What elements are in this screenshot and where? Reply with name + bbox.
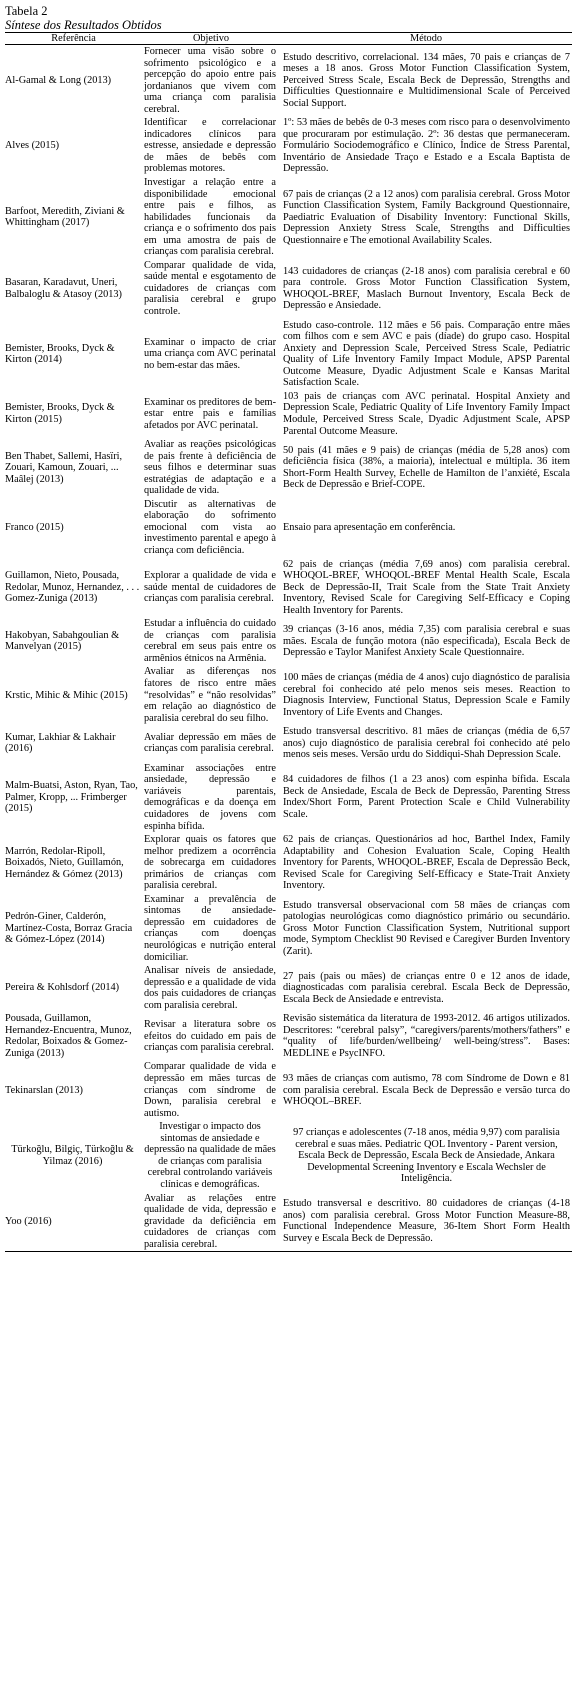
method-cell: Ensaio para apresentação em conferência. xyxy=(283,521,456,533)
method-cell: 103 pais de crianças com AVC perinatal. Hospital Anxiety and Depression Scale, Pediatric Quality of Life Inventory Family Impact Module, Perceived Stress Scale, Dyadic Adjustment Scale, APSP Parental Outcome Measure. xyxy=(283,390,570,437)
table-row xyxy=(5,762,572,833)
objective-cell: Explorar quais os fatores que melhor predizem a ocorrência de sobrecarga em cuidadores primários de crianças com paralisia cerebral. xyxy=(144,834,276,892)
header-objetivo: Objetivo xyxy=(142,33,280,45)
table-row xyxy=(5,1012,572,1060)
table-row xyxy=(5,1060,572,1120)
method-cell: 50 pais (41 mães e 9 pais) de crianças (média de 5,28 anos) com deficiência física (38%, a maioria), intelectual e múltipla. 36 item Short-Form Health Survey, Echelle de Hamilton de l’anxiété, Escala Beck de Depressão e Brief-COPE. xyxy=(283,444,570,491)
method-cell: 93 mães de crianças com autismo, 78 com Síndrome de Down e 81 com paralisia cerebral. Escala Beck de Depressão e versão turca do WHOQOL–BREF. xyxy=(283,1073,570,1108)
table-body xyxy=(5,45,572,1252)
reference-cell: Pedrón-Giner, Calderón, Martínez-Costa, Borraz Gracia & Gómez-López (2014) xyxy=(5,911,133,946)
objective-cell: Estudar a influência do cuidado de crianças com paralisia cerebral em seus pais entre os armênios étnicos na Armênia. xyxy=(144,618,276,664)
reference-cell: Basaran, Karadavut, Uneri, Balbaloglu & Atasoy (2013) xyxy=(5,277,122,300)
reference-cell: Al-Gamal & Long (2013) xyxy=(5,74,112,86)
reference-cell: Tekinarslan (2013) xyxy=(5,1084,83,1096)
objective-cell: Avaliar as diferenças nos fatores de risco entre mães “resolvidas” e “não resolvidas” em relação ao diagnóstico de paralisia cerebral do seu filho. xyxy=(144,666,276,724)
reference-cell: Ben Thabet, Sallemi, Hasïri, Zouari, Kamoun, Zouari, ... Maâlej (2013) xyxy=(5,450,123,485)
reference-cell: Guillamon, Nieto, Pousada, Redolar, Munoz, Hernandez, . . . Gomez-Zuniga (2013) xyxy=(5,570,140,605)
reference-cell: Pousada, Guillamon, Hernandez-Encuentra, Munoz, Redolar, Boixados & Gomez-Zuniga (2013) xyxy=(5,1013,132,1059)
objective-cell: Avaliar depressão em mães de crianças com paralisia cerebral. xyxy=(144,731,276,755)
header-referencia: Referência xyxy=(5,33,142,45)
reference-cell: Franco (2015) xyxy=(5,521,64,533)
method-cell: 97 crianças e adolescentes (7-18 anos, média 9,97) com paralisia cerebral e suas mães. Pediatric QOL Inventory - Parent version, Escala Beck de Depressão, Escala Beck de Ansiedade, Ankara Developmental Screening Inventory e Escala Wechsler de Inteligência. xyxy=(293,1126,560,1185)
table-header-row xyxy=(5,33,572,45)
objective-cell: Comparar qualidade de vida e depressão em mães turcas de crianças com síndrome de Down, paralisia cerebral e autismo. xyxy=(144,1061,276,1119)
table-row xyxy=(5,833,572,893)
method-cell: Estudo descritivo, correlacional. 134 mães, 70 pais e crianças de 7 meses a 18 anos. Gross Motor Function Classification System, Perceived Stress Scale, Escala Beck de Depressão, Strengths and Difficulties Questionnaire e Multidimensional Scale of Perceived Social Support. xyxy=(283,51,570,109)
table-title: Síntese dos Resultados Obtidos xyxy=(5,18,162,32)
header-metodo: Método xyxy=(280,33,572,45)
table-row xyxy=(5,45,572,117)
method-cell: 100 mães de crianças (média de 4 anos) cujo diagnóstico de paralisia cerebral foi conhecido até pelo menos seis meses. Reaction to Diagnosis Interview, Functional Status, Depression Scale e Family Inventory of Life Events and Changes. xyxy=(283,672,570,718)
table-row xyxy=(5,390,572,438)
objective-cell: Explorar a qualidade de vida e saúde mental de cuidadores de crianças com paralisia cerebral. xyxy=(144,570,276,605)
table-row xyxy=(5,1192,572,1252)
objective-cell: Avaliar as relações entre qualidade de vida, depressão e gravidade da deficiência em cuidadores de crianças com paralisia cerebral. xyxy=(142,1192,280,1252)
method-cell: Estudo transversal e descritivo. 80 cuidadores de crianças (4-18 anos) com paralisia cerebral. Gross Motor Function Measure-88, Functional Independence Measure, 36-Item Short Form Health Survey e Escala Beck de Depressão. xyxy=(280,1192,572,1252)
table-row xyxy=(5,319,572,390)
method-cell: Revisão sistemática da literatura de 1993-2012. 46 artigos utilizados. Descritores: “cerebral palsy”, “caregivers/parents/mothers/fathers” e “quality of life/burden/wellbeing/ well-being/stress”. Bases: MEDLINE e PsycINFO. xyxy=(283,1013,570,1059)
table-row xyxy=(5,725,572,762)
method-cell: 62 pais de crianças. Questionários ad hoc, Barthel Index, Family Adaptability and Cohesion Evaluation Scale, Coping Health Inventory for Parents, WHOQOL-BREF, Escala de Depressão Beck, Revised Scale for Caregiving Self-Efficacy e State-Trait Anxiety Inventory. xyxy=(283,834,570,892)
table-row xyxy=(5,893,572,964)
reference-cell: Kumar, Lakhiar & Lakhair (2016) xyxy=(5,731,116,755)
reference-cell: Krstic, Mihic & Mihic (2015) xyxy=(5,689,128,701)
objective-cell: Fornecer uma visão sobre o sofrimento psicológico e a percepção do apoio entre pais jordanianos que vivem com uma criança com paralisia cerebral. xyxy=(144,46,276,115)
objective-cell: Comparar qualidade de vida, saúde mental e esgotamento de cuidadores de crianças com paralisia cerebral e grupo controle. xyxy=(144,259,276,318)
results-table xyxy=(5,32,572,1252)
method-cell: 84 cuidadores de filhos (1 a 23 anos) com espinha bífida. Escala Beck de Ansiedade, Escala de Beck de Depressão, Parenting Stress Index/Short Form, Parent Protection Scale e Child Vulnerability Scale. xyxy=(283,774,570,820)
table-label: Tabela 2 xyxy=(5,4,48,18)
reference-cell: Bemister, Brooks, Dyck & Kirton (2014) xyxy=(5,342,115,366)
objective-cell: Discutir as alternativas de elaboração do sofrimento emocional com vista ao investimento parental e apego à criança com deficiência. xyxy=(144,498,276,556)
objective-cell: Investigar o impacto dos sintomas de ansiedade e depressão na qualidade de mães de crianças com paralisia cerebral controlando variáveis clínicas e demográficas. xyxy=(144,1121,276,1190)
method-cell: 27 pais (pais ou mães) de crianças entre 0 e 12 anos de idade, diagnosticadas com paralisia cerebral. Escala Beck de Depressão, Escala Beck de Ansiedade e entrevista. xyxy=(283,970,570,1005)
table-row xyxy=(5,617,572,665)
objective-cell: Examinar os preditores de bem-estar entre pais e famílias afetados por AVC perinatal. xyxy=(144,396,276,431)
method-cell: 143 cuidadores de crianças (2-18 anos) com paralisia cerebral e 60 para controle. Gross Motor Function Classification System, WHOQOL-BREF, Maslach Burnout Inventory, Escala Beck de Depressão e Ansiedade. xyxy=(283,265,570,312)
reference-cell: Hakobyan, Sabahgoulian & Manvelyan (2015) xyxy=(5,629,120,653)
method-cell: 62 pais de crianças (média 7,69 anos) com paralisia cerebral. WHOQOL-BREF, WHOQOL-BREF Mental Health Scale, Escala Beck de Depressão-II, Trait Scale from the State Trait Anxiety Inventory, Revised Scale for Caregiving Self-Efficacy e Coping Health Inventory for Parents. xyxy=(283,558,570,616)
method-cell: Estudo transversal descritivo. 81 mães de crianças (média de 6,57 anos) cujo diagnóstico de paralisia cerebral foi conhecido até pelo menos seis meses. Versão urdu do Siddiqui-Shah Depression Scale. xyxy=(283,726,570,761)
objective-cell: Avaliar as reações psicológicas de pais frente à deficiência de seus filhos e determinar suas estratégias de adaptação e a qualidade de vida. xyxy=(144,439,276,497)
objective-cell: Examinar o impacto de criar uma criança com AVC perinatal no bem-estar das mães. xyxy=(144,336,276,371)
table-row xyxy=(5,176,572,259)
objective-cell: Investigar a relação entre a disponibilidade emocional entre pais e filhos, as habilidades funcionais da criança e o sofrimento dos pais em uma amostra de pais de crianças com paralisia cerebral. xyxy=(144,177,276,258)
objective-cell: Revisar a literatura sobre os efeitos do cuidado em pais de crianças com paralisia cerebral. xyxy=(144,1019,276,1054)
table-row xyxy=(5,438,572,498)
table-row xyxy=(5,498,572,558)
table-row xyxy=(5,964,572,1012)
table-caption xyxy=(5,4,572,32)
method-cell: Estudo caso-controle. 112 mães e 56 pais. Comparação entre mães com filhos com e sem AVC e pais (díade) do grupo caso. Hospital Anxiety and Depression Scale, Perceived Stress Scale, Pediatric Quality of Life Inventory Family Impact Module, APSP Parental Outcome Measure, Dyadic Adjustment Scale e Kansas Marital Satisfaction Scale. xyxy=(283,319,570,389)
method-cell: 39 crianças (3-16 anos, média 7,35) com paralisia cerebral e suas mães. Escala de função motora (não especificada), Escala Beck de Depressão e Taylor Manifest Anxiety Scale Questionnaire. xyxy=(283,624,570,659)
objective-cell: Examinar associações entre ansiedade, depressão e variáveis parentais, demográficas e da doença em cuidadores de jovens com espinha bífida. xyxy=(144,762,276,832)
objective-cell: Identificar e correlacionar indicadores clínicos para estresse, ansiedade e depressão de mães de bebês com problemas motores. xyxy=(144,117,276,175)
reference-cell: Marrón, Redolar-Ripoll, Boixadós, Nieto, Guillamón, Hernández & Gómez (2013) xyxy=(5,845,124,880)
reference-cell: Türkoğlu, Bilgiç, Türkoğlu & Yilmaz (2016) xyxy=(11,1144,134,1167)
table-row xyxy=(5,116,572,176)
reference-cell: Malm-Buatsi, Aston, Ryan, Tao, Palmer, Kropp, ... Frimberger (2015) xyxy=(5,780,138,815)
reference-cell: Alves (2015) xyxy=(5,140,60,152)
objective-cell: Examinar a prevalência de sintomas de ansiedade-depressão em cuidadores de crianças com doenças neurológicas e nutrição enteral domiciliar. xyxy=(144,893,276,963)
table-row xyxy=(5,665,572,725)
reference-cell: Bemister, Brooks, Dyck & Kirton (2015) xyxy=(5,402,115,425)
method-cell: 1º: 53 mães de bebês de 0-3 meses com risco para o desenvolvimento que procuraram por estimulação. 2º: 36 destas que permaneceram. Formulário Sociodemográfico e Clínico, Índice de Stress Parental, Inventário de Ansiedade Traço e Estado e a Escala Baptista de Depressão. xyxy=(283,117,570,175)
reference-cell: Barfoot, Meredith, Ziviani & Whittingham (2017) xyxy=(5,205,125,229)
table-row xyxy=(5,558,572,618)
objective-cell: Analisar níveis de ansiedade, depressão e a qualidade de vida dos pais cuidadores de crianças com paralisia cerebral. xyxy=(144,965,276,1011)
reference-cell: Pereira & Kohlsdorf (2014) xyxy=(5,982,120,994)
table-row xyxy=(5,1120,572,1191)
reference-cell: Yoo (2016) xyxy=(5,1192,142,1252)
method-cell: Estudo transversal observacional com 58 mães de crianças com patologias neurológicas como diagnóstico primário ou secundário. Gross Motor Function Classification System, Nutritional support mode, Symptom Checklist 90 Revised e Caregiver Burden Inventory (Zarit). xyxy=(283,899,570,957)
table-row xyxy=(5,259,572,319)
method-cell: 67 pais de crianças (2 a 12 anos) com paralisia cerebral. Gross Motor Function Classification System, Family Background Questionnaire, Paediatric Evaluation of Disability Inventory: Functional Skills, Depression Anxiety Stress Scale, Strengths and Difficulties Questionnaire e The emotional Availability Scales. xyxy=(283,188,570,246)
